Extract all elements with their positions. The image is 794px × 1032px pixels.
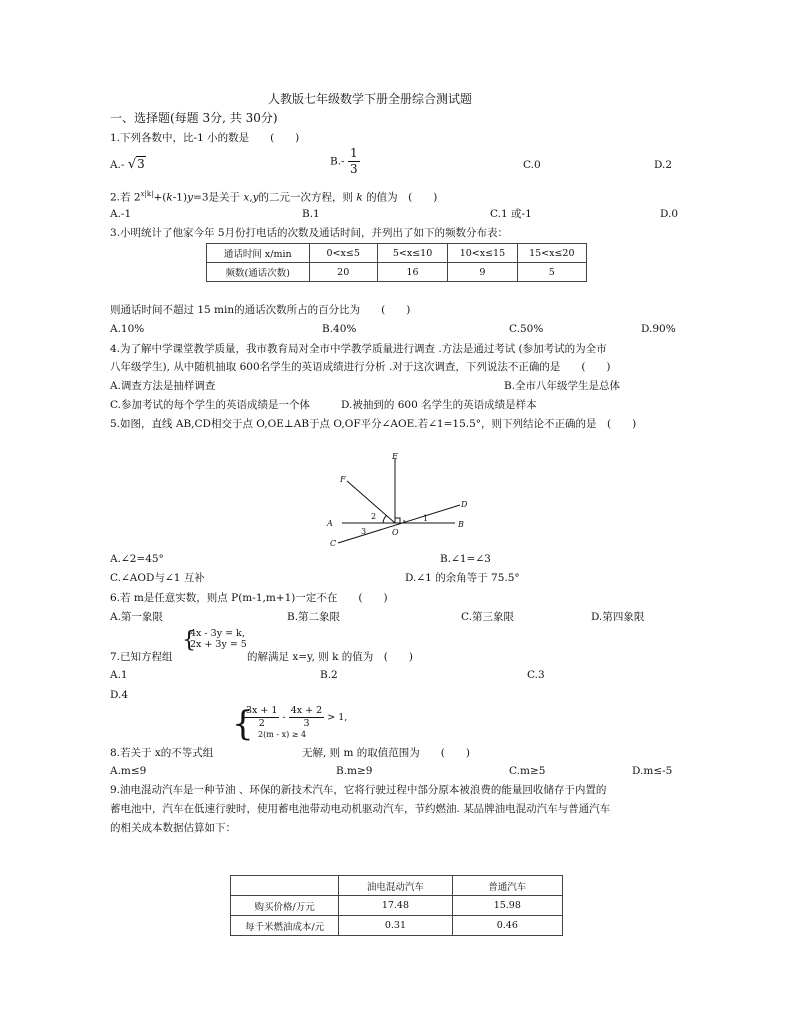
label-c: C <box>330 539 337 548</box>
sqrt-symbol: √ <box>127 157 137 172</box>
q6-option-d: D.第四象限 <box>591 611 645 623</box>
label-angle-2: 2 <box>371 512 377 521</box>
q1-option-d: D.2 <box>654 159 673 171</box>
q2-var-xy: x,y <box>243 191 259 204</box>
q4-option-d: D.被抽到的 600 名学生的英语成绩是样本 <box>341 399 537 411</box>
right-angle-mark <box>395 518 400 523</box>
q1-option-a <box>110 157 146 172</box>
q5-option-c: C.∠AOD与∠1 互补 <box>110 572 205 584</box>
q2-var-y: y <box>187 191 194 204</box>
q7-equation-1: 4x - 3y = k, <box>190 628 245 639</box>
page-title: 人教版七年级数学下册全册综合测试题 <box>268 92 473 106</box>
q8-stem-end: 无解, 则 m 的取值范围为 ( ) <box>302 747 470 759</box>
label-angle-1: 1 <box>423 514 429 523</box>
q8-option-a: A.m≤9 <box>110 765 147 777</box>
table-header-cell: 油电混动汽车 <box>339 876 452 896</box>
line-cd <box>338 505 460 543</box>
q2-option-b: B.1 <box>302 208 320 220</box>
label-e: E <box>392 452 398 461</box>
q7-stem-start: 7.已知方程组 <box>110 651 173 663</box>
q2-option-a: A.-1 <box>110 208 132 220</box>
left-brace-icon: { <box>182 628 196 653</box>
q7-option-b: B.2 <box>320 669 338 681</box>
q8-fraction-1-numerator: 3x + 1 <box>246 705 278 716</box>
q2-stem-part5: 的二元一次方程，则 <box>258 191 357 204</box>
table-cell: 9 <box>448 263 517 282</box>
q2-stem-part6: 的值为 ( ) <box>362 191 438 204</box>
q6-stem: 6.若 m是任意实数，则点 P(m-1,m+1)一定不在 ( ) <box>110 592 388 604</box>
q5-option-b: B.∠1=∠3 <box>440 553 491 565</box>
table-header-cell: 0<x≤5 <box>309 244 377 263</box>
cost-table <box>230 875 563 936</box>
table-header-cell: 普通汽车 <box>452 876 562 896</box>
label-b: B <box>458 520 464 529</box>
q8-option-d: D.m≤-5 <box>632 765 673 777</box>
q8-option-b: B.m≥9 <box>336 765 373 777</box>
q1-option-b-numerator: 1 <box>349 146 358 160</box>
q2-stem-part2: +( <box>153 191 167 204</box>
q8-fraction-1-denominator: 2 <box>258 718 265 729</box>
label-a: A <box>327 519 333 528</box>
q4-option-a: A.调查方法是抽样调查 <box>110 380 216 392</box>
q7-option-c: C.3 <box>527 669 545 681</box>
q1-option-a-radicand: 3 <box>137 157 145 171</box>
q8-inequality-2: 2(m - x) ≥ 4 <box>258 730 307 739</box>
q4-option-b: B.全市八年级学生是总体 <box>504 380 621 392</box>
q2-stem <box>110 187 437 205</box>
table-header-cell: 15<x≤20 <box>517 244 586 263</box>
table-cell: 频数(通话次数) <box>207 263 310 282</box>
table-cell: 0.31 <box>339 916 452 936</box>
q1-option-c: C.0 <box>523 159 541 171</box>
table-cell: 17.48 <box>339 896 452 916</box>
q3-stem: 3.小明统计了他家今年 5月份打电话的次数及通话时间，并列出了如下的频数分布表： <box>110 227 509 239</box>
q1-option-b <box>330 146 360 177</box>
q3-option-a: A.10% <box>110 323 145 335</box>
table-cell: 20 <box>309 263 377 282</box>
q5-stem: 5.如图，直线 AB,CD相交于点 O,OE⊥AB于点 O,OF平分∠AOE.若∠1=15.5°，则下列结论不正确的是 ( ) <box>110 418 637 430</box>
q2-option-d: D.0 <box>660 208 679 220</box>
q8-inequality-system <box>232 704 348 744</box>
q9-line2: 蓄电池中，汽车在低速行驶时，使用蓄电池带动电动机驱动汽车，节约燃油. 某品牌油电混动汽车与普通汽车 <box>110 803 611 815</box>
q7-option-d: D.4 <box>110 689 129 701</box>
table-header-cell: 通话时间 x/min <box>207 244 310 263</box>
q1-stem: 1.下列各数中，比-1 小的数是 ( ) <box>110 132 300 144</box>
q3-option-b: B.40% <box>322 323 357 335</box>
q8-fraction-2-denominator: 3 <box>303 718 310 729</box>
q8-greater-than: > 1, <box>327 712 348 723</box>
q1-option-b-prefix: B.- <box>330 155 345 168</box>
table-cell: 购买价格/万元 <box>231 896 339 916</box>
q1-option-a-prefix: A.- <box>110 159 125 171</box>
q9-line1: 9.油电混动汽车是一种节油 、环保的新技术汽车，它将行驶过程中部分原本被浪费的能量回收储存于内置的 <box>110 784 607 796</box>
q8-fraction-2 <box>289 705 324 730</box>
table-header-cell: 10<x≤15 <box>448 244 517 263</box>
q2-exponent-abs: |k| <box>144 190 154 198</box>
angle-figure <box>320 448 480 550</box>
q2-option-c: C.1 或-1 <box>490 208 532 220</box>
left-brace-icon: { <box>232 704 254 744</box>
table-cell: 15.98 <box>452 896 562 916</box>
q8-minus: - <box>282 712 286 723</box>
table-cell: 每千米燃油成本/元 <box>231 916 339 936</box>
table-cell: 0.46 <box>452 916 562 936</box>
q7-equation-2: 2x + 3y = 5 <box>190 639 247 650</box>
q2-stem-part1: 2.若 2 <box>110 191 141 204</box>
q8-stem-start: 8.若关于 x的不等式组 <box>110 747 214 759</box>
q6-option-b: B.第二象限 <box>287 611 341 623</box>
label-o: O <box>392 528 399 537</box>
q5-option-d: D.∠1 的余角等于 75.5° <box>405 572 520 584</box>
q4-option-c: C.参加考试的每个学生的英语成绩是一个体 <box>110 399 310 411</box>
q9-line3: 的相关成本数据估算如下： <box>110 822 236 834</box>
table-header-cell <box>231 876 339 896</box>
q8-option-c: C.m≥5 <box>509 765 546 777</box>
q6-option-c: C.第三象限 <box>461 611 514 623</box>
label-f: F <box>340 475 346 484</box>
q6-option-a: A.第一象限 <box>110 611 163 623</box>
label-angle-3: 3 <box>361 527 367 536</box>
angle-arc-2 <box>383 515 387 523</box>
q2-var-k2: k <box>356 191 363 204</box>
q4-line1: 4.为了解中学课堂教学质量，我市教育局对全市中学教学质量进行调查 .方法是通过考试 (参加考试的为全市 <box>110 343 607 355</box>
q5-option-a: A.∠2=45° <box>110 553 164 565</box>
table-header-cell: 5<x≤10 <box>377 244 447 263</box>
q4-line2: 八年级学生), 从中随机抽取 600名学生的英语成绩进行分析 .对于这次调查，下列说法不正确的是 ( ) <box>110 361 611 373</box>
q7-option-a: A.1 <box>110 669 128 681</box>
table-cell: 16 <box>377 263 447 282</box>
q2-var-k: k <box>166 191 173 204</box>
q2-exponent-base: x <box>140 190 145 198</box>
q8-inequality-1 <box>244 705 347 730</box>
q8-fraction-2-numerator: 4x + 2 <box>290 705 323 716</box>
q3-option-c: C.50% <box>509 323 544 335</box>
q2-stem-part4: =3是关于 <box>193 191 244 204</box>
q3-ask: 则通话时间不超过 15 min的通话次数所占的百分比为 ( ) <box>110 304 411 316</box>
q7-equation-system <box>182 628 247 653</box>
section-heading: 一、选择题(每题 3分, 共 30分) <box>110 111 278 125</box>
q1-option-b-fraction <box>348 146 360 177</box>
q7-stem-end: 的解满足 x=y, 则 k 的值为 ( ) <box>247 651 413 663</box>
q3-option-d: D.90% <box>641 323 676 335</box>
label-d: D <box>461 500 468 509</box>
q1-option-b-denominator: 3 <box>349 162 358 176</box>
frequency-table <box>206 243 587 282</box>
q2-stem-part3: -1) <box>172 191 188 204</box>
table-cell: 5 <box>517 263 586 282</box>
